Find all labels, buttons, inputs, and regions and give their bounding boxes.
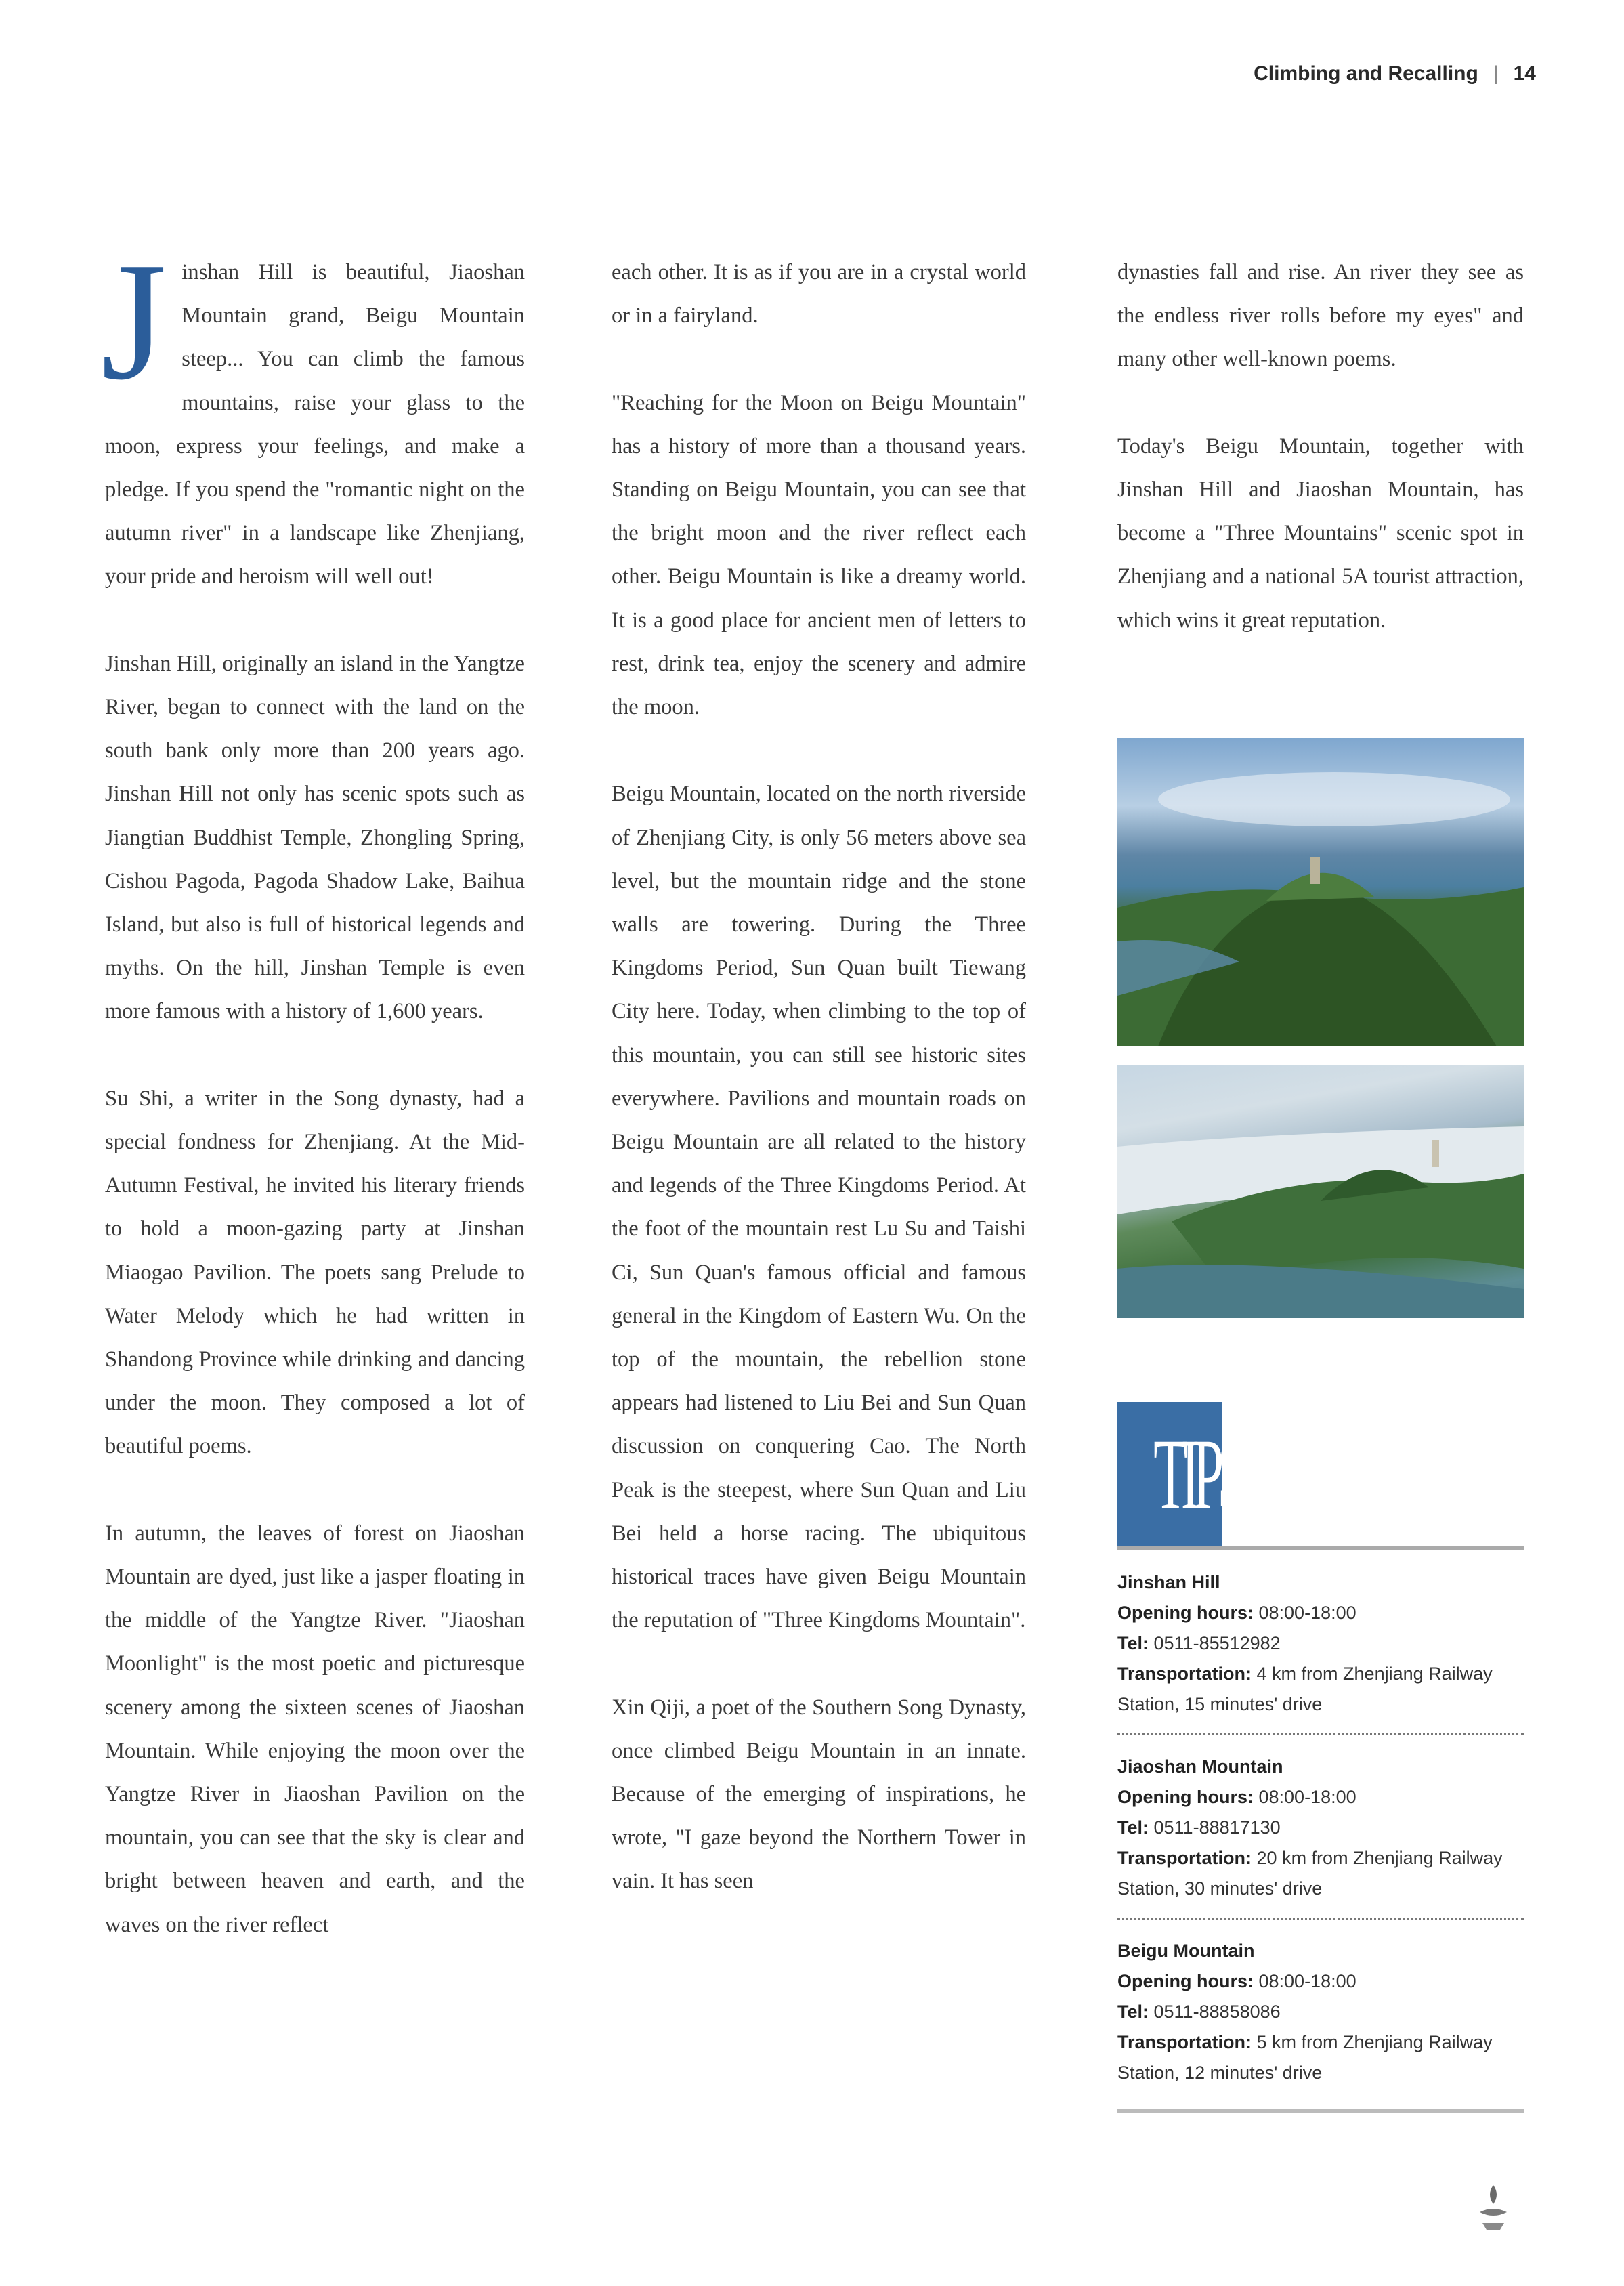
transport-label: Transportation:: [1117, 1848, 1252, 1868]
article-column-1: [101, 228, 525, 1990]
photo-landscape-shapes: [1117, 738, 1524, 1046]
tip-hours-line: [1117, 1782, 1524, 1813]
tip-entry: [1117, 1565, 1524, 1735]
page-number: 14: [1513, 62, 1536, 85]
section-title: Climbing and Recalling: [1254, 62, 1478, 85]
transport-value: 5 km from Zhenjiang Railway Station, 12 minutes' drive: [1117, 2032, 1493, 2083]
tip-transport-line: [1117, 1659, 1524, 1720]
drop-cap: J: [101, 228, 167, 415]
paragraph: Beigu Mountain, located on the north riverside of Zhenjiang City, is only 56 meters above sea level, but the mountain ridge and the stone walls are towering. During the Three Kingdoms Period, Sun Quan built Tiewang City here. Today, when climbing to the top of this mountain, you can still see historic sites everywhere. Pavilions and mountain roads on Beigu Mountain are all related to the history and legends of the Three Kingdoms Period. At the foot of the mountain rest Lu Su and Taishi Ci, Sun Quan's famous official and famous general in the Kingdom of Eastern Wu. On the top of the mountain, the rebellion stone appears had listened to Liu Bei and Sun Quan discussion on conquering Cao. The North Peak is the steepest, where Sun Quan and Liu Bei held a horse racing. The ubiquitous historical traces have given Beigu Mountain the reputation of "Three Kingdoms Mountain".: [612, 782, 1026, 1633]
paragraph: In autumn, the leaves of forest on Jiaoshan Mountain are dyed, just like a jasper floating in the middle of the Yangtze River. "Jiaoshan Moonlight" is the most poetic and picturesque scenery among the sixteen scenes of Jiaoshan Mountain. While enjoying the moon over the Yangtze River in Jiaoshan Pavilion on the mountain, you can see that the sky is clear and bright between heaven and earth, and the waves on the river reflect: [105, 1521, 525, 1937]
tip-transport-line: [1117, 2027, 1524, 2088]
header-separator: |: [1493, 62, 1499, 85]
tel-value: 0511-88817130: [1153, 1817, 1281, 1838]
tip-hours-line: [1117, 1966, 1524, 1997]
aerial-photo-island-river: [1117, 1065, 1524, 1318]
paragraph: "Reaching for the Moon on Beigu Mountain" has a history of more than a thousand years. Standing on Beigu Mountain, you can see that the bright moon and the river reflect each other. Beigu Mountain is like a dreamy world. It is a good place for ancient men of letters to rest, drink tea, enjoy the scenery and admire the moon.: [612, 390, 1026, 720]
tip-place-name: Jiaoshan Mountain: [1117, 1756, 1283, 1777]
tel-value: 0511-85512982: [1153, 1633, 1281, 1653]
tips-badge-text: TIPS: [1153, 1418, 1242, 1531]
paragraph: Today's Beigu Mountain, together with Jinshan Hill and Jiaoshan Mountain, has become a "Three Mountains" scenic spot in Zhenjiang and a national 5A tourist attraction, which wins it great reputation.: [1117, 433, 1524, 633]
tel-label: Tel:: [1117, 1817, 1149, 1838]
tip-tel-line: [1117, 1997, 1524, 2027]
transport-value: 20 km from Zhenjiang Railway Station, 30 minutes' drive: [1117, 1848, 1503, 1899]
transport-label: Transportation:: [1117, 1664, 1252, 1684]
tip-entry: [1117, 1933, 1524, 2102]
tip-hours-line: [1117, 1598, 1524, 1628]
paragraph: each other. It is as if you are in a crystal world or in a fairyland.: [612, 260, 1026, 329]
transport-label: Transportation:: [1117, 2032, 1252, 2052]
paragraph-text: inshan Hill is beautiful, Jiaoshan Mountain grand, Beigu Mountain steep... You can climb the famous mountains, raise your glass to the moon, express your feelings, and make a pledge. If you spend the "romantic night on the autumn river" in a landscape like Zhenjiang, your pride and heroism will well out!: [105, 260, 525, 589]
article-column-3: [1117, 251, 1524, 685]
hours-label: Opening hours:: [1117, 1603, 1254, 1623]
transport-value: 4 km from Zhenjiang Railway Station, 15 minutes' drive: [1117, 1664, 1493, 1714]
tip-place-name: Beigu Mountain: [1117, 1941, 1255, 1961]
hours-value: 08:00-18:00: [1258, 1787, 1356, 1807]
tip-tel-line: [1117, 1813, 1524, 1843]
tip-tel-line: [1117, 1628, 1524, 1659]
hours-label: Opening hours:: [1117, 1787, 1254, 1807]
publisher-logo-icon: [1473, 2181, 1514, 2235]
photo-landscape-shapes: [1117, 1065, 1524, 1318]
paragraph: Xin Qiji, a poet of the Southern Song Dynasty, once climbed Beigu Mountain in an innate. Because of the emerging of inspirations, he wrote, "I gaze beyond the Northern Tower in vain. It has seen: [612, 1695, 1026, 1894]
tips-panel: [1117, 1565, 1524, 2102]
tips-bottom-divider: [1117, 2109, 1524, 2113]
hours-label: Opening hours:: [1117, 1971, 1254, 1991]
hours-value: 08:00-18:00: [1258, 1603, 1356, 1623]
aerial-photo-mountain-river: [1117, 738, 1524, 1046]
tel-value: 0511-88858086: [1153, 2002, 1281, 2022]
tip-entry: [1117, 1749, 1524, 1920]
hours-value: 08:00-18:00: [1258, 1971, 1356, 1991]
tel-label: Tel:: [1117, 1633, 1149, 1653]
article-column-2: [612, 251, 1026, 1947]
tel-label: Tel:: [1117, 2002, 1149, 2022]
paragraph: Jinshan Hill, originally an island in the Yangtze River, began to connect with the land on the south bank only more than 200 years ago. Jinshan Hill not only has scenic spots such as Jiangtian Buddhist Temple, Zhongling Spring, Cishou Pagoda, Pagoda Shadow Lake, Baihua Island, but also is full of historical legends and myths. On the hill, Jinshan Temple is even more famous with a history of 1,600 years.: [105, 651, 525, 1024]
paragraph: [101, 228, 525, 599]
tips-badge: [1117, 1402, 1242, 1548]
running-header: [1254, 62, 1536, 85]
tip-transport-line: [1117, 1843, 1524, 1904]
paragraph: Su Shi, a writer in the Song dynasty, had a special fondness for Zhenjiang. At the Mid-Autumn Festival, he invited his literary friends to hold a moon-gazing party at Jinshan Miaogao Pavilion. The poets sang Prelude to Water Melody which he had written in Shandong Province while drinking and dancing under the moon. They composed a lot of beautiful poems.: [105, 1086, 525, 1459]
paragraph: dynasties fall and rise. An river they see as the endless river rolls before my eyes" and many other well-known poems.: [1117, 260, 1524, 372]
tip-place-name: Jinshan Hill: [1117, 1572, 1220, 1592]
tips-divider: [1117, 1546, 1524, 1550]
